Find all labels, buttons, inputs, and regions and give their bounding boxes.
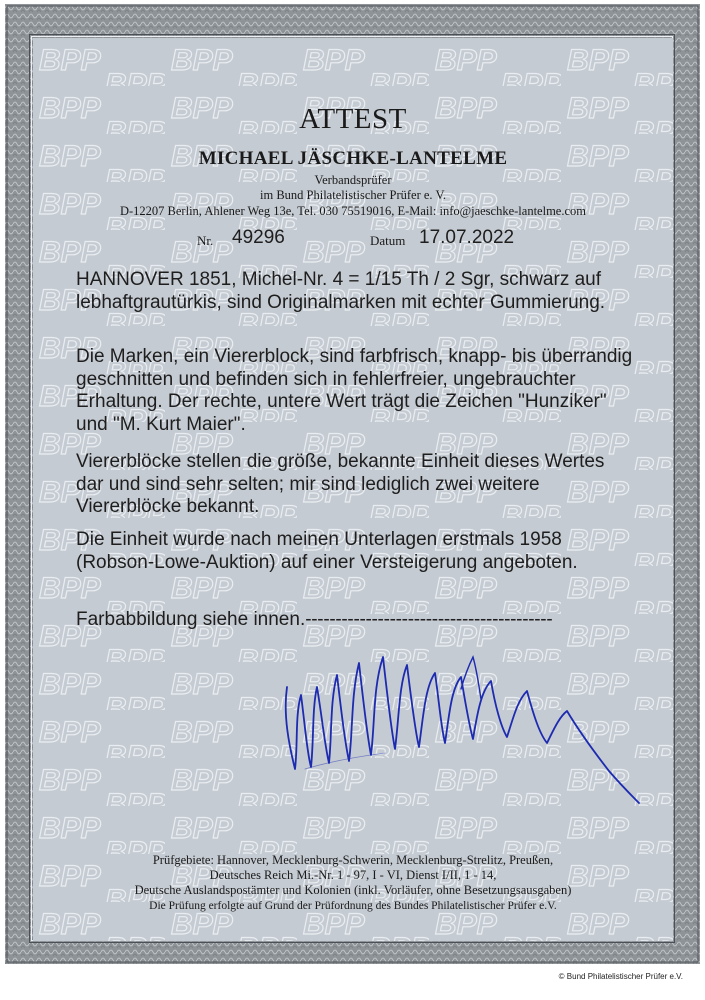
handwritten-signature [265,635,665,815]
issuer-name: MICHAEL JÄSCHKE-LANTELME [198,148,508,169]
date-label: Datum [370,233,406,248]
certificate-number: 49296 [232,227,285,248]
certificate-date: 17.07.2022 [419,227,515,248]
issuer-address: D-12207 Berlin, Ahlener Weg 13e, Tel. 030 75519016, E-Mail: info@jaeschke-lantelme.com [119,204,586,218]
paragraph-condition: Die Marken, ein Viererblock, sind farbfrisch, knapp- bis überrandig geschnitten und befinden sich in fehlerfreier, ungebrauchter Erhaltung. Der rechte, untere Wert trägt die Zeichen "Hunziker" und "M. Kurt Maier". [76,346,633,435]
footer-test-areas-line-2: Deutsches Reich Mi.-Nr. 1 - 97, I - VI, Dienst I/II, 1 - 14, [209,868,497,882]
paragraph-stamp-description: HANNOVER 1851, Michel-Nr. 4 = 1/15 Th / 2 Sgr, schwarz auf lebhaftgrautürkis, sind Originalmarken mit echter Gummierung. [76,269,606,313]
footer-regulation-note: Die Prüfung erfolgte auf Grund der Prüfordnung des Bundes Philatelistischer Prüfer e.V. [149,900,557,912]
paragraph-color-image-note [76,609,636,632]
footer-test-areas-line-3: Deutsche Auslandspostämter und Kolonien (inkl. Vorläufer, ohne Besetzungsausgaben) [134,883,572,897]
certificate-title: ATTEST [299,103,407,135]
paragraph-rarity: Viererblöcke stellen die größe, bekannte Einheit dieses Wertes dar und sind sehr selten; mir sind lediglich zwei weitere Viererblöcke bekannt. [76,451,605,517]
color-image-note-text: Farbabbildung siehe innen. [76,609,306,630]
issuer-role: Verbandsprüfer [314,173,392,187]
copyright-notice: © Bund Philatelistischer Prüfer e.V. [558,972,683,981]
issuer-association: im Bund Philatelistischer Prüfer e. V. [260,188,446,202]
footer-test-areas-line-1: Prüfgebiete: Hannover, Mecklenburg-Schwerin, Mecklenburg-Strelitz, Preußen, [152,853,554,867]
paragraph-provenance: Die Einheit wurde nach meinen Unterlagen erstmals 1958 (Robson-Lowe-Auktion) auf einer Versteigerung angeboten. [76,529,578,573]
color-image-note-dashes: ----------------------------------------- [305,609,553,630]
number-label: Nr. [197,233,214,248]
